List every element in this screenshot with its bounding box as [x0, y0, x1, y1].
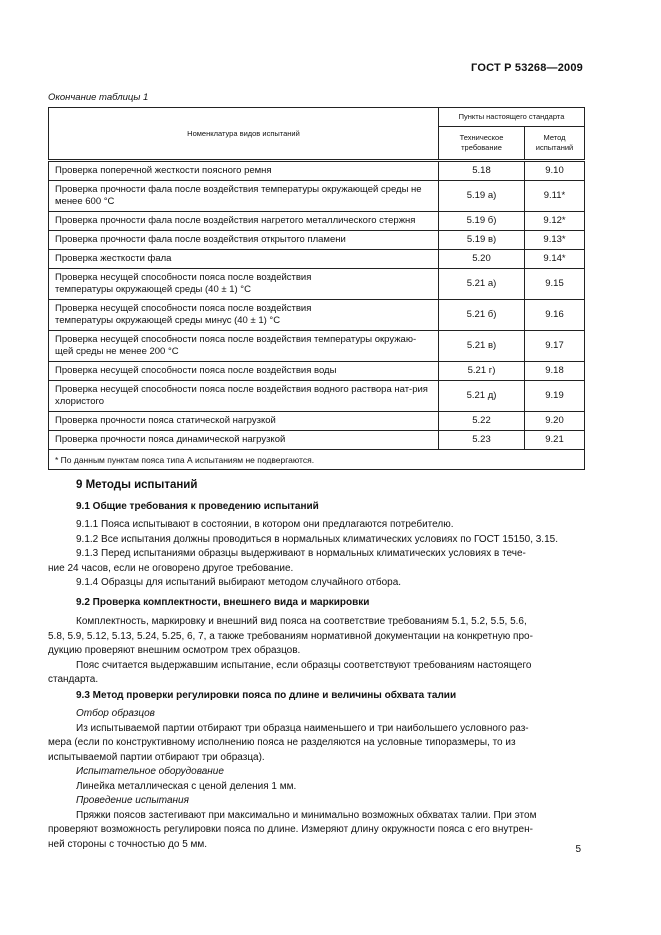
column-header-name: Номенклатура видов испытаний: [49, 108, 439, 161]
row-requirement: 5.18: [439, 161, 525, 181]
row-requirement: 5.20: [439, 250, 525, 269]
page-number: 5: [575, 844, 581, 855]
row-name: Проверка прочности фала после воздействия открытого пламени: [49, 231, 439, 250]
subsection-title-9-3: 9.3 Метод проверки регулировки пояса по длине и величины обхвата талии: [76, 690, 457, 701]
row-method: 9.18: [525, 362, 585, 381]
table-footnote: * По данным пунктам пояса типа А испытаниям не подвергаются.: [49, 450, 585, 470]
row-method: 9.13*: [525, 231, 585, 250]
column-header-method: Метод испытаний: [525, 127, 585, 161]
subsection-title-9-1: 9.1 Общие требования к проведению испытаний: [76, 501, 319, 512]
row-method: 9.14*: [525, 250, 585, 269]
row-requirement: 5.21 г): [439, 362, 525, 381]
row-requirement: 5.21 б): [439, 300, 525, 331]
tests-table: [48, 107, 585, 470]
row-method: 9.15: [525, 269, 585, 300]
row-name-line: Проверка несущей способности пояса после воздействия: [55, 272, 312, 283]
table-row: [49, 431, 585, 450]
row-method: 9.20: [525, 412, 585, 431]
paragraph: 9.1.2 Все испытания должны проводиться в нормальных климатических условиях по ГОСТ 15150, 3.15.: [76, 533, 558, 545]
row-requirement: 5.19 в): [439, 231, 525, 250]
row-name: Проверка прочности фала после воздействия температуры окружающей среды не менее 600 °С: [49, 181, 439, 212]
italic-heading: Испытательное оборудование: [76, 766, 224, 777]
section-9-1-body: [48, 518, 584, 591]
table-row: [49, 231, 585, 250]
italic-heading: Проведение испытания: [76, 795, 189, 806]
paragraph-continuation: проверяют возможность регулировки пояса по длине. Измеряют длину окружности пояса с его внутрен-: [48, 824, 533, 835]
row-requirement: 5.23: [439, 431, 525, 450]
table-row: [49, 269, 585, 300]
row-requirement: 5.22: [439, 412, 525, 431]
row-name-line: температуры окружающей среды (40 ± 1) °С: [55, 284, 251, 295]
row-name: Проверка поперечной жесткости поясного ремня: [49, 161, 439, 181]
table-row: [49, 412, 585, 431]
paragraph-continuation: ней стороны с точностью до 5 мм.: [48, 838, 208, 850]
paragraph-continuation: испытываемой партии отбирают три образца).: [48, 751, 265, 763]
paragraph: Пояс считается выдержавшим испытание, если образцы соответствуют требованиям настоящего: [76, 659, 532, 671]
table-row: [49, 381, 585, 412]
row-name: Проверка несущей способности пояса после воздействия воды: [49, 362, 439, 381]
paragraph-continuation: 5.8, 5.9, 5.12, 5.13, 5.24, 5.25, 6, 7, а также требованиям нормативной документации на конкретную про-: [48, 630, 533, 642]
row-requirement: 5.19 а): [439, 181, 525, 212]
row-name: Проверка несущей способности пояса после воздействия водного раствора нат-рия хлористого: [49, 381, 439, 412]
subsection-title-9-2: 9.2 Проверка комплектности, внешнего вида и маркировки: [76, 597, 370, 608]
row-name: Проверка несущей способности пояса после воздействия температуры окружаю-щей среды не менее 200 °С: [49, 331, 439, 362]
row-method: 9.12*: [525, 212, 585, 231]
table-row: [49, 161, 585, 181]
section-9-3-body: [48, 707, 584, 852]
table-row: [49, 181, 585, 212]
row-requirement: 5.21 в): [439, 331, 525, 362]
paragraph-continuation: мера (если по конструктивному исполнению пояса не разделяются на условные типоразмеры, то из: [48, 737, 516, 748]
row-name: Проверка прочности пояса статической нагрузкой: [49, 412, 439, 431]
row-name: Проверка жесткости фала: [49, 250, 439, 269]
paragraph-continuation: ние 24 часов, если не оговорено другое требование.: [48, 562, 294, 574]
column-header-requirement: Техническое требование: [439, 127, 525, 161]
paragraph: Комплектность, маркировку и внешний вид пояса на соответствие требованиям 5.1, 5.2, 5.5, 5.6,: [76, 616, 527, 627]
column-header-group: Пункты настоящего стандарта: [439, 108, 585, 127]
table-row: [49, 212, 585, 231]
table-row: [49, 300, 585, 331]
row-method: 9.17: [525, 331, 585, 362]
standard-number: ГОСТ Р 53268—2009: [471, 62, 583, 74]
italic-heading: Отбор образцов: [76, 708, 155, 719]
paragraph-continuation: стандарта.: [48, 674, 99, 685]
paragraph: 9.1.3 Перед испытаниями образцы выдерживают в нормальных климатических условиях в тече-: [76, 548, 526, 559]
section-9-2-body: [48, 615, 584, 688]
table-footnote-row: [49, 450, 585, 470]
row-requirement: 5.21 д): [439, 381, 525, 412]
row-requirement: 5.19 б): [439, 212, 525, 231]
table-row: [49, 250, 585, 269]
row-method: 9.10: [525, 161, 585, 181]
paragraph: Из испытываемой партии отбирают три образца наименьшего и три наибольшего условного раз-: [76, 722, 529, 734]
row-name: [49, 300, 439, 331]
row-method: 9.19: [525, 381, 585, 412]
paragraph: 9.1.1 Пояса испытывают в состоянии, в котором они предлагаются потребителю.: [76, 519, 454, 530]
row-name: [49, 269, 439, 300]
row-name-line: Проверка несущей способности пояса после воздействия: [55, 303, 312, 314]
section-title: 9 Методы испытаний: [76, 479, 198, 491]
row-name-line: температуры окружающей среды минус (40 ± 1) °С: [55, 315, 281, 326]
row-name: Проверка прочности пояса динамической нагрузкой: [49, 431, 439, 450]
row-name: Проверка прочности фала после воздействия нагретого металлического стержня: [49, 212, 439, 231]
paragraph-continuation: дукцию проверяют внешним осмотром трех образцов.: [48, 645, 301, 656]
row-method: 9.16: [525, 300, 585, 331]
table-caption: Окончание таблицы 1: [48, 92, 149, 103]
table-row: [49, 362, 585, 381]
row-requirement: 5.21 а): [439, 269, 525, 300]
paragraph: Линейка металлическая с ценой деления 1 мм.: [76, 780, 297, 792]
paragraph: 9.1.4 Образцы для испытаний выбирают методом случайного отбора.: [76, 577, 402, 588]
paragraph: Пряжки поясов застегивают при максимально и минимально возможных обхватах талии. При этом: [76, 809, 537, 821]
row-method: 9.21: [525, 431, 585, 450]
row-method: 9.11*: [525, 181, 585, 212]
table-row: [49, 331, 585, 362]
